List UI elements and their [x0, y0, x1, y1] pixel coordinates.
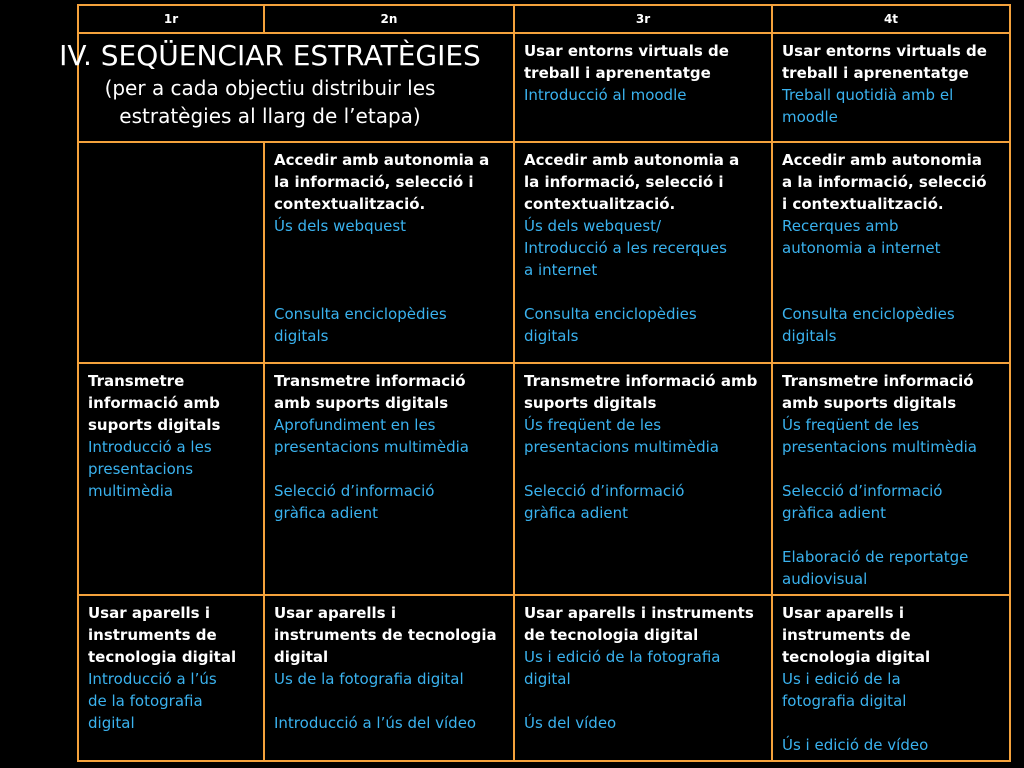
strategy-detail: a internet — [524, 261, 598, 279]
strategy-detail: Ús i edició de vídeo — [782, 736, 929, 754]
strategy-heading: i contextualització. — [782, 195, 944, 213]
strategy-heading: instruments de — [88, 626, 217, 644]
strategy-heading: digital — [274, 648, 329, 666]
strategy-detail: presentacions multimèdia — [524, 438, 719, 456]
strategy-detail: Treball quotidià amb el — [782, 86, 954, 104]
header-3r: 3r — [514, 5, 772, 33]
strategy-heading: de tecnologia digital — [524, 626, 699, 644]
strategy-detail: presentacions — [88, 460, 194, 478]
strategy-detail: digital — [88, 714, 135, 732]
strategy-detail: Ús freqüent de les — [524, 416, 662, 434]
strategy-heading: Usar aparells i — [88, 604, 210, 622]
strategy-heading: instruments de — [782, 626, 911, 644]
strategy-heading: amb suports digitals — [782, 394, 957, 412]
strategy-detail: Us de la fotografia digital — [274, 670, 464, 688]
strategy-detail: Recerques amb — [782, 217, 899, 235]
strategy-detail: Ús dels webquest — [274, 217, 407, 235]
strategy-detail: Consulta enciclopèdies — [524, 305, 697, 323]
strategy-heading: la informació, selecció i — [274, 173, 474, 191]
strategy-detail: Elaboració de reportatge — [782, 548, 969, 566]
table-cell — [772, 142, 1010, 363]
strategy-detail: Selecció d’informació — [524, 482, 685, 500]
strategy-heading: amb suports digitals — [274, 394, 449, 412]
strategy-heading: Accedir amb autonomia — [782, 151, 982, 169]
strategy-heading: Usar aparells i instruments — [524, 604, 754, 622]
page-subtitle-line-2: estratègies al llarg de l’etapa) — [119, 104, 421, 128]
strategy-detail: digitals — [274, 327, 329, 345]
strategy-detail: Selecció d’informació — [782, 482, 943, 500]
strategy-detail: Introducció a l’ús — [88, 670, 217, 688]
page-subtitle-line-1: (per a cada objectiu distribuir les — [104, 76, 436, 100]
strategy-heading: Accedir amb autonomia a — [274, 151, 490, 169]
strategy-detail: Ús freqüent de les — [782, 416, 920, 434]
table-cell — [514, 142, 772, 363]
strategy-heading: suports digitals — [524, 394, 657, 412]
header-2n: 2n — [264, 5, 514, 33]
table-cell — [264, 595, 514, 761]
strategy-heading: treball i aprenentatge — [524, 64, 711, 82]
strategy-detail: digitals — [782, 327, 837, 345]
strategy-detail: moodle — [782, 108, 838, 126]
strategy-detail: Us i edició de la — [782, 670, 901, 688]
strategy-heading: treball i aprenentatge — [782, 64, 969, 82]
header-4t: 4t — [772, 5, 1010, 33]
strategy-detail: Introducció a l’ús del vídeo — [274, 714, 477, 732]
strategy-detail: gràfica adient — [782, 504, 887, 522]
strategy-detail: Aprofundiment en les — [274, 416, 436, 434]
strategy-detail: gràfica adient — [274, 504, 379, 522]
strategy-heading: Transmetre informació — [782, 372, 974, 390]
header-1r: 1r — [78, 5, 264, 33]
strategy-detail: Ús dels webquest/ — [524, 217, 662, 235]
strategy-detail: audiovisual — [782, 570, 868, 588]
strategy-heading: la informació, selecció i — [524, 173, 724, 191]
strategy-detail: Selecció d’informació — [274, 482, 435, 500]
strategy-detail: multimèdia — [88, 482, 174, 500]
strategy-detail: Us i edició de la fotografia — [524, 648, 721, 666]
strategy-heading: Transmetre informació — [274, 372, 466, 390]
table-cell — [264, 363, 514, 595]
strategy-heading: tecnologia digital — [88, 648, 237, 666]
table-cell — [514, 595, 772, 761]
table-cell — [78, 363, 264, 595]
table-row — [78, 595, 1010, 761]
table-cell — [772, 595, 1010, 761]
strategy-heading: tecnologia digital — [782, 648, 931, 666]
table-cell — [78, 142, 264, 363]
strategy-detail: Introducció al moodle — [524, 86, 687, 104]
page-title: IV. SEQÜENCIAR ESTRATÈGIES — [59, 39, 481, 72]
strategy-detail: Consulta enciclopèdies — [274, 305, 447, 323]
strategy-heading: Usar entorns virtuals de — [524, 42, 729, 60]
strategy-detail: Introducció a les — [88, 438, 212, 456]
strategy-heading: contextualització. — [274, 195, 426, 213]
table-cell — [514, 33, 772, 142]
slide-title — [0, 38, 540, 130]
strategy-detail: de la fotografia — [88, 692, 203, 710]
strategy-detail: Ús del vídeo — [524, 714, 617, 732]
table-row — [78, 363, 1010, 595]
strategy-detail: presentacions multimèdia — [274, 438, 469, 456]
strategy-heading: Usar aparells i — [274, 604, 396, 622]
strategy-heading: a la informació, selecció — [782, 173, 987, 191]
strategy-detail: gràfica adient — [524, 504, 629, 522]
strategy-heading: Accedir amb autonomia a — [524, 151, 740, 169]
table-cell — [772, 363, 1010, 595]
strategy-heading: Transmetre informació amb — [524, 372, 758, 390]
strategy-detail: Introducció a les recerques — [524, 239, 727, 257]
strategy-detail: digitals — [524, 327, 579, 345]
strategy-detail: fotografia digital — [782, 692, 907, 710]
strategy-detail: digital — [524, 670, 571, 688]
table-cell — [772, 33, 1010, 142]
strategy-heading: suports digitals — [88, 416, 221, 434]
strategy-heading: instruments de tecnologia — [274, 626, 497, 644]
table-cell — [78, 595, 264, 761]
strategy-heading: informació amb — [88, 394, 220, 412]
table-cell — [514, 363, 772, 595]
strategy-heading: contextualització. — [524, 195, 676, 213]
strategy-detail: presentacions multimèdia — [782, 438, 977, 456]
strategy-heading: Usar aparells i — [782, 604, 904, 622]
strategy-heading: Usar entorns virtuals de — [782, 42, 987, 60]
header-row — [78, 5, 1010, 33]
table-row — [78, 142, 1010, 363]
strategy-detail: Consulta enciclopèdies — [782, 305, 955, 323]
strategy-detail: autonomia a internet — [782, 239, 941, 257]
strategy-heading: Transmetre — [88, 372, 185, 390]
table-cell — [264, 142, 514, 363]
